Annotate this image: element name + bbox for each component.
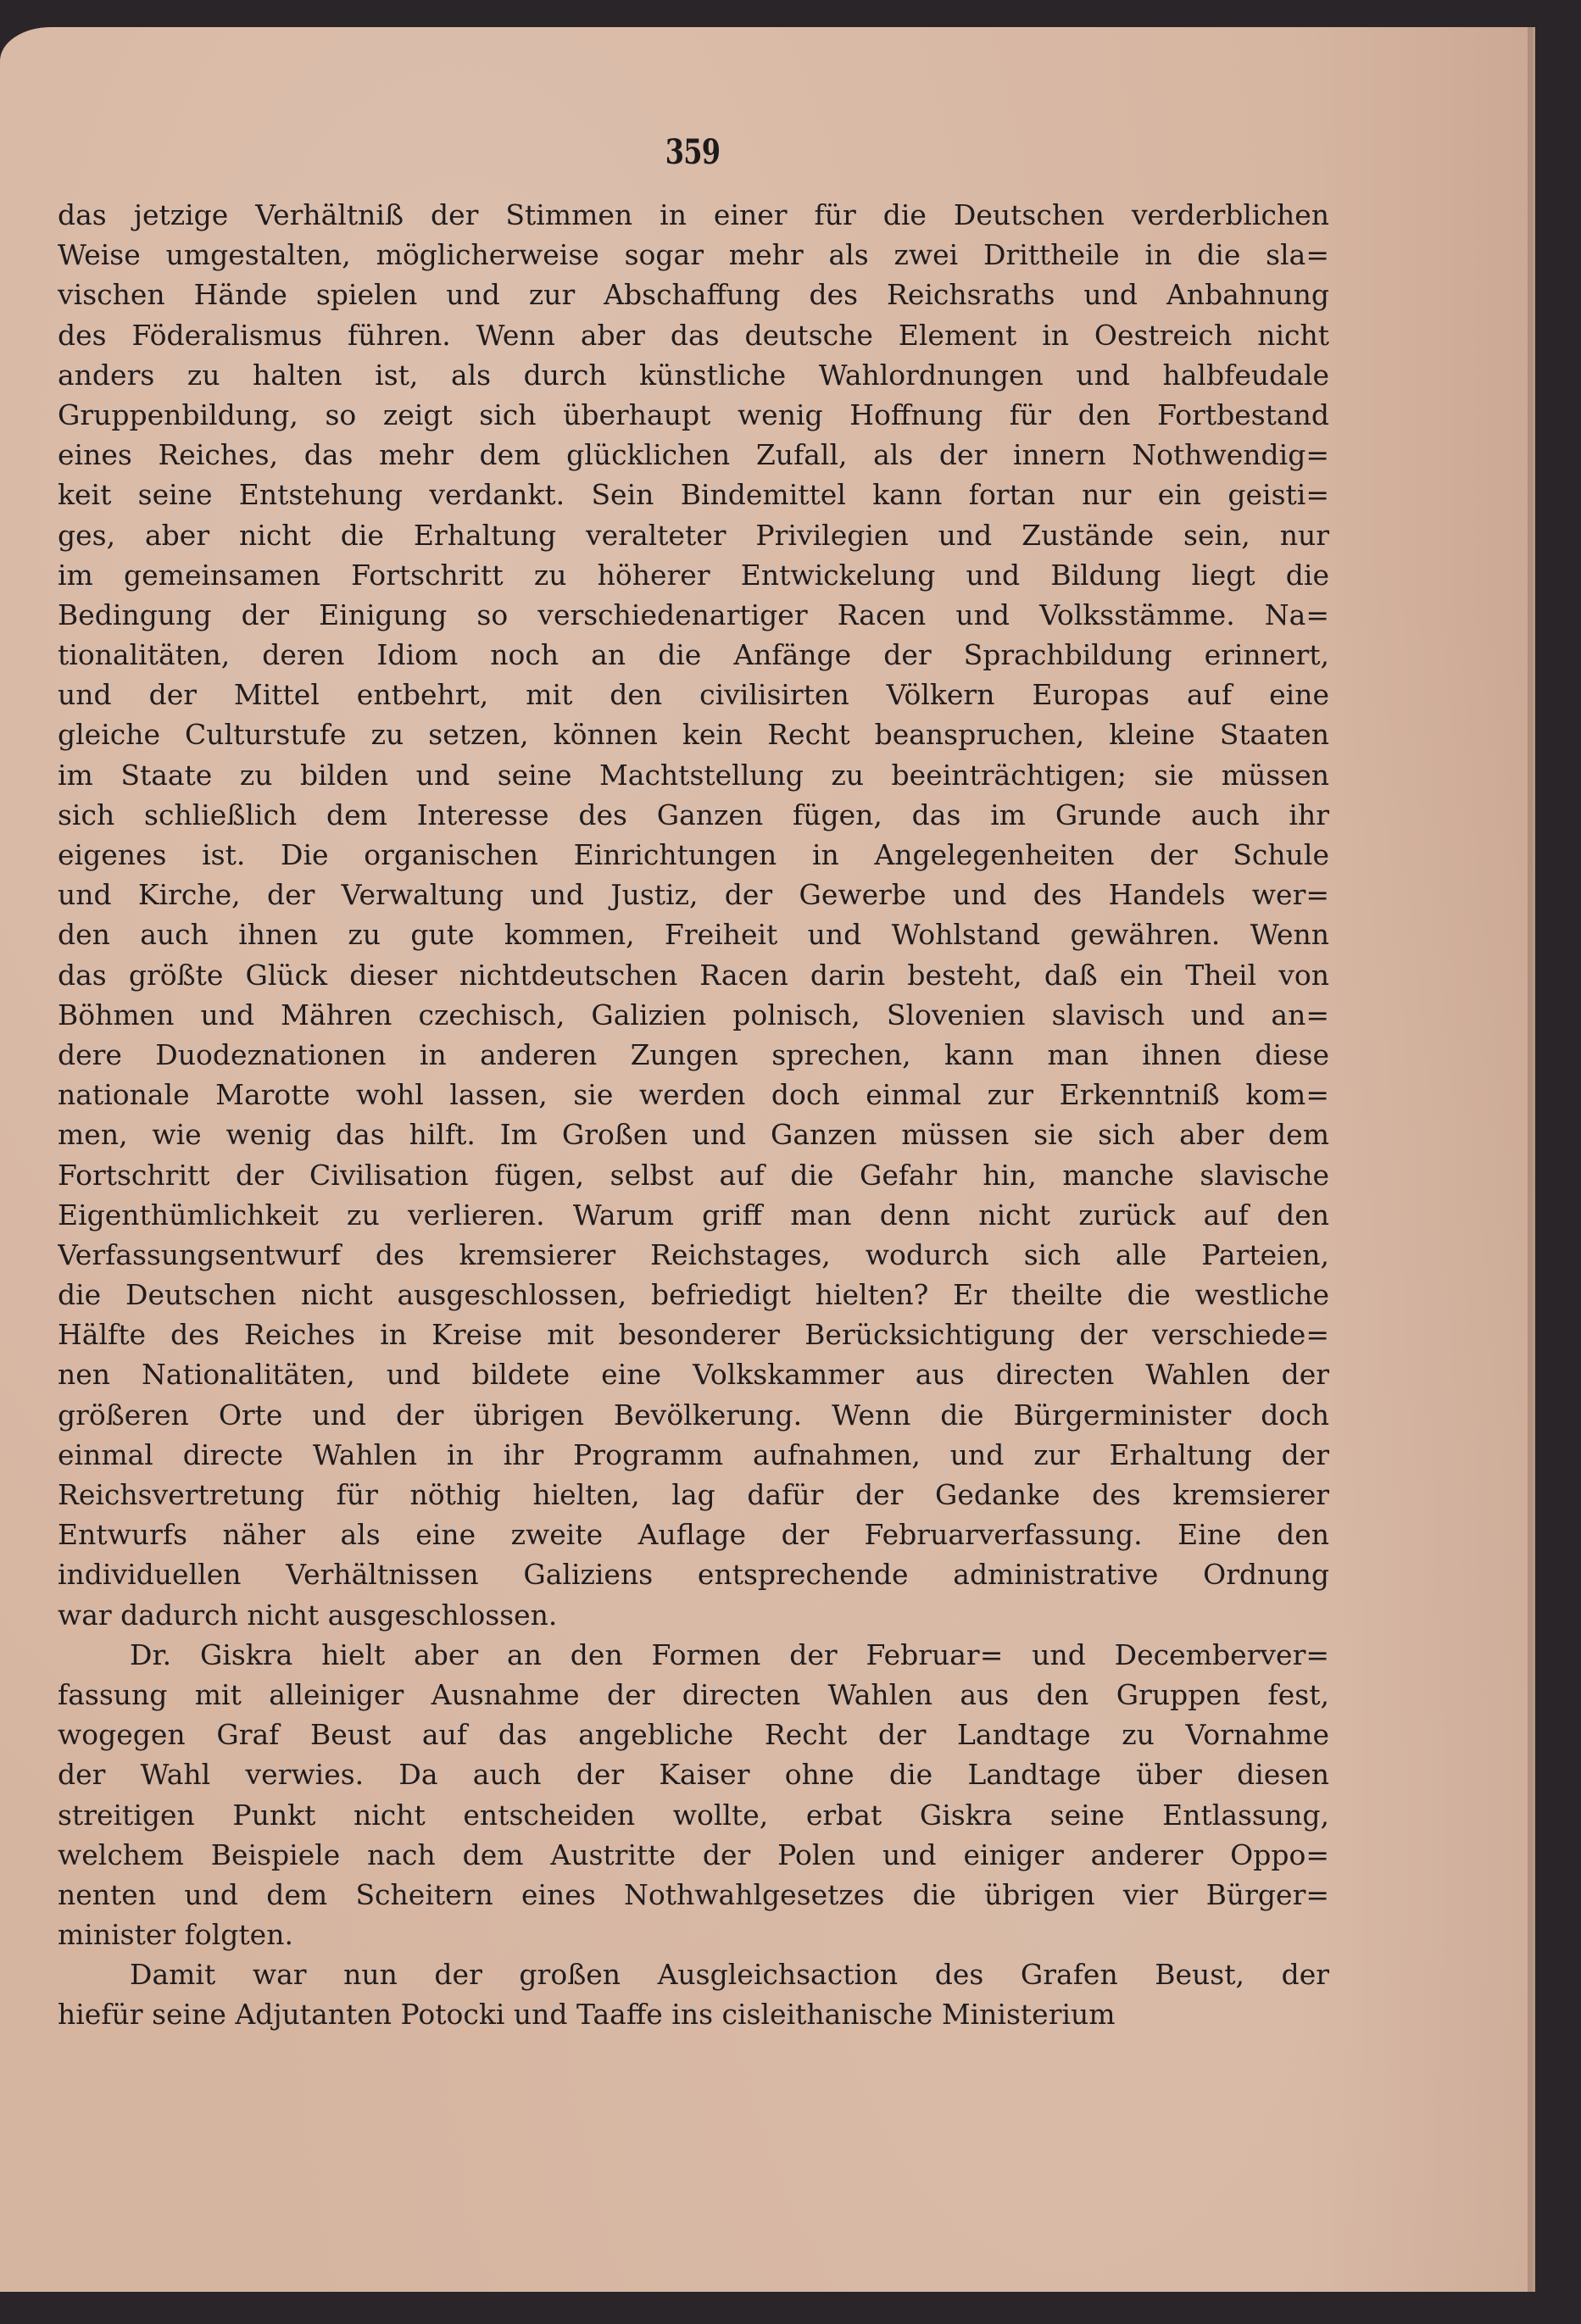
text-line: den auch ihnen zu gute kommen, Freiheit und Wohlstand gewähren. Wenn [58,918,1329,952]
text-line: Gruppenbildung, so zeigt sich überhaupt wenig Hoffnung für den Fortbestand [58,398,1329,431]
text-line: minister folgten. [58,1918,293,1952]
text-line: Damit war nun der großen Ausgleichsaction des Grafen Beust, der [130,1958,1329,1992]
text-line: gleiche Culturstufe zu setzen, können kein Recht beanspruchen, kleine Staaten [58,718,1329,752]
text-line: einmal directe Wahlen in ihr Programm aufnahmen, und zur Erhaltung der [58,1437,1329,1471]
text-line: welchem Beispiele nach dem Austritte der Polen und einiger anderer Oppo= [58,1838,1329,1871]
text-line: fassung mit alleiniger Ausnahme der directen Wahlen aus den Gruppen fest, [58,1677,1329,1711]
text-line: größeren Orte und der übrigen Bevölkerung. Wenn die Bürgerminister doch [58,1398,1329,1432]
text-line: war dadurch nicht ausgeschlossen. [58,1598,558,1632]
paragraph [58,1635,1329,1955]
text-line: der Wahl verwies. Da auch der Kaiser ohne die Landtage über diesen [58,1758,1329,1792]
text-line: wogegen Graf Beust auf das angebliche Recht der Landtage zu Vornahme [58,1718,1329,1752]
text-line: nen Nationalitäten, und bildete eine Volkskammer aus directen Wahlen der [58,1358,1329,1392]
text-line: im Staate zu bilden und seine Machtstellung zu beeinträchtigen; sie müssen [58,758,1329,792]
text-line: das jetzige Verhältniß der Stimmen in einer für die Deutschen verderblichen [58,198,1329,231]
body-text [58,195,1329,2035]
text-line: Eigenthümlichkeit zu verlieren. Warum griff man denn nicht zurück auf den [58,1198,1329,1231]
text-line: nenten und dem Scheitern eines Nothwahlgesetzes die übrigen vier Bürger= [58,1877,1329,1911]
text-line: streitigen Punkt nicht entscheiden wollte, erbat Giskra seine Entlassung, [58,1798,1329,1832]
text-line: keit seine Entstehung verdankt. Sein Bindemittel kann fortan nur ein geisti= [58,478,1329,512]
text-line: Reichsvertretung für nöthig hielten, lag dafür der Gedanke des kremsierer [58,1478,1329,1511]
text-line: Verfassungsentwurf des kremsierer Reichstages, wodurch sich alle Parteien, [58,1237,1329,1271]
text-line: die Deutschen nicht ausgeschlossen, befriedigt hielten? Er theilte die westliche [58,1278,1329,1312]
text-line: dere Duodeznationen in anderen Zungen sprechen, kann man ihnen diese [58,1037,1329,1071]
text-line: anders zu halten ist, als durch künstliche Wahlordnungen und halbfeudale [58,358,1329,392]
text-line: und der Mittel entbehrt, mit den civilisirten Völkern Europas auf eine [58,678,1329,712]
text-line: men, wie wenig das hilft. Im Großen und Ganzen müssen sie sich aber dem [58,1118,1329,1152]
text-line: hiefür seine Adjutanten Potocki und Taaffe ins cisleithanische Ministerium [58,1998,1116,2032]
text-line: ges, aber nicht die Erhaltung veralteter Privilegien und Zustände sein, nur [58,518,1329,552]
text-line: Bedingung der Einigung so verschiedenartiger Racen und Volksstämme. Na= [58,598,1329,631]
text-line: individuellen Verhältnissen Galiziens entsprechende administrative Ordnung [58,1558,1329,1592]
text-line: sich schließlich dem Interesse des Ganzen fügen, das im Grunde auch ihr [58,798,1329,831]
text-line: im gemeinsamen Fortschritt zu höherer Entwickelung und Bildung liegt die [58,558,1329,592]
paragraph [58,1954,1329,2034]
page-number: 359 [665,132,721,172]
text-line: tionalitäten, deren Idiom noch an die Anfänge der Sprachbildung erinnert, [58,638,1329,672]
text-line: das größte Glück dieser nichtdeutschen Racen darin besteht, daß ein Theil von [58,958,1329,992]
book-page [0,27,1535,2292]
text-line: Dr. Giskra hielt aber an den Formen der Februar= und Decemberver= [130,1637,1329,1671]
text-line: nationale Marotte wohl lassen, sie werden doch einmal zur Erkenntniß kom= [58,1078,1329,1112]
text-line: eines Reiches, das mehr dem glücklichen Zufall, als der innern Nothwendig= [58,438,1329,472]
text-line: Fortschritt der Civilisation fügen, selbst auf die Gefahr hin, manche slavische [58,1158,1329,1192]
text-line: des Föderalismus führen. Wenn aber das deutsche Element in Oestreich nicht [58,318,1329,352]
text-line: und Kirche, der Verwaltung und Justiz, der Gewerbe und des Handels wer= [58,878,1329,912]
text-line: vischen Hände spielen und zur Abschaffung des Reichsraths und Anbahnung [58,278,1329,312]
text-line: Hälfte des Reiches in Kreise mit besonderer Berücksichtigung der verschiede= [58,1318,1329,1352]
text-line: Böhmen und Mähren czechisch, Galizien polnisch, Slovenien slavisch und an= [58,998,1329,1031]
paragraph [58,195,1329,1635]
text-line: Entwurfs näher als eine zweite Auflage der Februarverfassung. Eine den [58,1518,1329,1552]
text-line: Weise umgestalten, möglicherweise sogar mehr als zwei Drittheile in die sla= [58,238,1329,272]
text-line: eigenes ist. Die organischen Einrichtungen in Angelegenheiten der Schule [58,838,1329,871]
